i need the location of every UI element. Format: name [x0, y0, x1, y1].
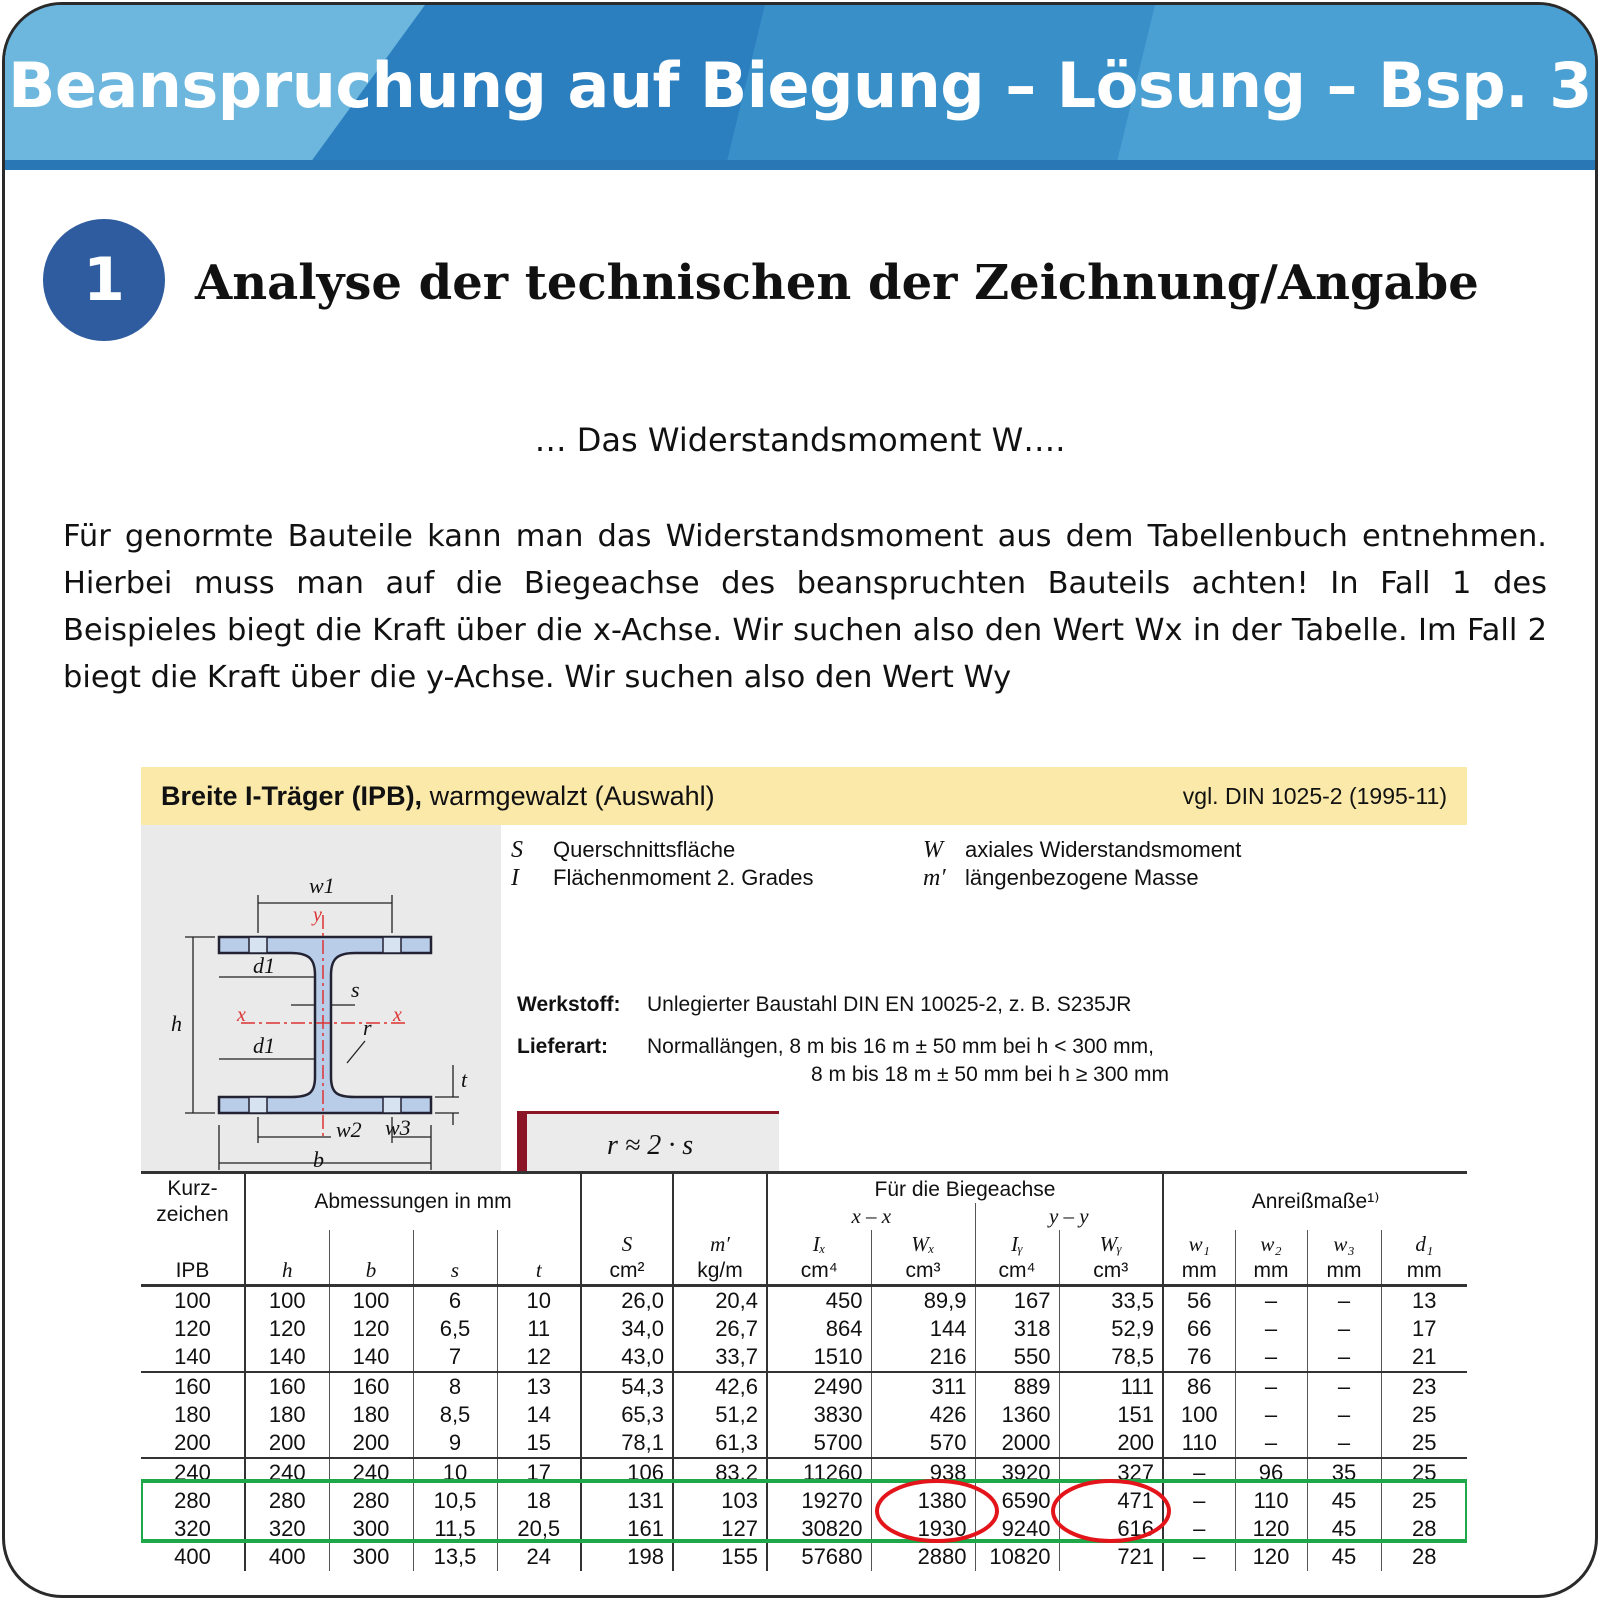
table-cell: 65,3 [581, 1401, 673, 1429]
table-cell: 25 [1381, 1429, 1467, 1458]
header-abmessungen: Abmessungen in mm [245, 1173, 581, 1230]
table-cell: 20,4 [673, 1286, 767, 1316]
table-cell: 160 [329, 1372, 413, 1401]
svg-text:y: y [313, 904, 322, 926]
table-cell: 318 [975, 1315, 1059, 1343]
table-cell: – [1235, 1429, 1307, 1458]
header-biegeachse: Für die Biegeachse [767, 1173, 1163, 1203]
table-cell: 25 [1381, 1487, 1467, 1515]
table-cell: 13 [497, 1372, 581, 1401]
table-cell: 61,3 [673, 1429, 767, 1458]
table-cell: 17 [1381, 1315, 1467, 1343]
table-cell: – [1163, 1487, 1235, 1515]
svg-text:w3: w3 [385, 1115, 411, 1140]
table-cell: 570 [871, 1429, 975, 1458]
header-col: s [413, 1230, 497, 1286]
table-cell: 100 [1163, 1401, 1235, 1429]
table-cell: 216 [871, 1343, 975, 1372]
table-cell: 78,1 [581, 1429, 673, 1458]
table-cell: 110 [1235, 1487, 1307, 1515]
table-cell: – [1163, 1515, 1235, 1543]
circle-wx-value [877, 1481, 997, 1541]
table-cell: 200 [245, 1429, 329, 1458]
highlight-overlay [141, 767, 1467, 1577]
table-cell: 167 [975, 1286, 1059, 1316]
svg-text:d1: d1 [253, 953, 275, 978]
header-col: w₃ mm [1307, 1230, 1381, 1286]
table-cell: 889 [975, 1372, 1059, 1401]
table-cell: 24 [497, 1543, 581, 1571]
table-cell: 2880 [871, 1543, 975, 1571]
header-col: m′ kg/m [673, 1230, 767, 1286]
table-cell: 8 [413, 1372, 497, 1401]
table-norm: vgl. DIN 1025-2 (1995-11) [1182, 783, 1447, 809]
table-cell: 8,5 [413, 1401, 497, 1429]
header-col: S cm² [581, 1230, 673, 1286]
table-cell: 155 [673, 1543, 767, 1571]
table-cell: 280 [329, 1487, 413, 1515]
table-cell: 280 [245, 1487, 329, 1515]
svg-text:s: s [351, 977, 360, 1002]
highlight-row-box [141, 1481, 1467, 1541]
table-cell: – [1235, 1401, 1307, 1429]
table-cell: 78,5 [1059, 1343, 1163, 1372]
table-cell: 327 [1059, 1458, 1163, 1487]
header-axis-yy: y – y [975, 1203, 1163, 1230]
table-cell: 120 [174, 1316, 211, 1341]
table-cell: 14 [497, 1401, 581, 1429]
header-col: Wₓ cm³ [871, 1230, 975, 1286]
table-cell: 938 [871, 1458, 975, 1487]
header-anreissmasse: Anreißmaße¹⁾ [1163, 1173, 1467, 1230]
table-cell: 25 [1381, 1401, 1467, 1429]
radius-formula: r ≈ 2 · s [607, 1130, 694, 1161]
table-cell: 20,5 [497, 1515, 581, 1543]
table-cell: 57680 [767, 1543, 871, 1571]
header-kurzzeichen: Kurz- zeichen [141, 1173, 245, 1230]
table-cell: 23 [1381, 1372, 1467, 1401]
table-cell: 12 [497, 1343, 581, 1372]
lieferart-line-1: Normallängen, 8 m bis 16 m ± 50 mm bei h < 300 mm, [647, 1035, 1154, 1058]
svg-text:b: b [313, 1147, 324, 1171]
table-cell: 151 [1059, 1401, 1163, 1429]
table-cell: 550 [975, 1343, 1059, 1372]
table-cell: – [1163, 1543, 1235, 1571]
table-cell: – [1307, 1429, 1381, 1458]
table-cell: 21 [1381, 1343, 1467, 1372]
table-cell: 76 [1163, 1343, 1235, 1372]
table-cell: 140 [329, 1343, 413, 1372]
lieferart-line-2: 8 m bis 18 m ± 50 mm bei h ≥ 300 mm [811, 1063, 1170, 1086]
table-cell: 180 [174, 1402, 211, 1427]
table-cell: 110 [1163, 1429, 1235, 1458]
header-col: w₂ mm [1235, 1230, 1307, 1286]
table-cell: 10820 [975, 1543, 1059, 1571]
header-axis-xx: x – x [767, 1203, 975, 1230]
table-cell: 240 [141, 1458, 245, 1487]
title-banner [5, 5, 1595, 170]
table-cell: 15 [497, 1429, 581, 1458]
table-cell: 30820 [767, 1515, 871, 1543]
table-cell: – [1235, 1372, 1307, 1401]
table-cell: 161 [581, 1515, 673, 1543]
ipb-table-image [141, 767, 1467, 1577]
table-cell: 180 [245, 1401, 329, 1429]
table-cell: 103 [673, 1487, 767, 1515]
step-number-badge: 1 [43, 219, 165, 341]
table-cell: 400 [245, 1543, 329, 1571]
table-cell: 28 [1381, 1543, 1467, 1571]
table-cell: 180 [329, 1401, 413, 1429]
table-cell: 2490 [767, 1372, 871, 1401]
lieferart-label: Lieferart: [517, 1035, 609, 1058]
table-cell: 120 [1235, 1543, 1307, 1571]
table-cell: 120 [245, 1315, 329, 1343]
table-cell: 11,5 [413, 1515, 497, 1543]
table-cell: 7 [413, 1343, 497, 1372]
table-cell: 25 [1381, 1458, 1467, 1487]
table-cell: 42,6 [673, 1372, 767, 1401]
table-cell: 106 [581, 1458, 673, 1487]
legend-item: m′ längenbezogene Masse [923, 865, 1199, 891]
table-cell: 13 [1381, 1286, 1467, 1316]
table-cell: 450 [767, 1286, 871, 1316]
table-cell: 6,5 [413, 1315, 497, 1343]
table-cell: 18 [497, 1487, 581, 1515]
table-cell: 140 [174, 1344, 211, 1369]
table-cell: – [1235, 1315, 1307, 1343]
table-cell: 86 [1163, 1372, 1235, 1401]
table-cell: 66 [1163, 1315, 1235, 1343]
table-cell: 9240 [975, 1515, 1059, 1543]
table-cell: 100 [245, 1286, 329, 1316]
svg-text:r: r [363, 1015, 372, 1040]
table-cell: 111 [1059, 1372, 1163, 1401]
table-cell: 2000 [975, 1429, 1059, 1458]
table-cell: 1380 [871, 1487, 975, 1515]
legend-item: I Flächenmoment 2. Grades [511, 865, 814, 891]
table-cell: 240 [245, 1458, 329, 1487]
table-cell: 34,0 [581, 1315, 673, 1343]
table-cell: 96 [1235, 1458, 1307, 1487]
table-cell: – [1235, 1343, 1307, 1372]
table-cell: 200 [174, 1430, 211, 1455]
table-cell: 56 [1163, 1286, 1235, 1316]
table-cell: 11 [497, 1315, 581, 1343]
svg-text:w2: w2 [336, 1117, 362, 1142]
svg-text:w1: w1 [309, 873, 335, 898]
svg-text:x: x [237, 1004, 246, 1026]
table-cell: 144 [871, 1315, 975, 1343]
header-col: Iₓ cm⁴ [767, 1230, 871, 1286]
table-cell: 280 [174, 1488, 211, 1513]
header-col: h [245, 1230, 329, 1286]
header-ipb: IPB [175, 1259, 210, 1282]
legend-item: W axiales Widerstandsmoment [923, 837, 1242, 863]
intro-line: … Das Widerstandsmoment W…. [534, 421, 1066, 459]
table-cell: 300 [329, 1515, 413, 1543]
table-cell: 200 [329, 1429, 413, 1458]
table-cell: 11260 [767, 1458, 871, 1487]
table-cell: 10 [497, 1286, 581, 1316]
table-cell: 10 [413, 1458, 497, 1487]
table-cell: 100 [329, 1286, 413, 1316]
table-cell: 864 [767, 1315, 871, 1343]
table-cell: 140 [245, 1343, 329, 1372]
table-cell: 200 [1059, 1429, 1163, 1458]
table-cell: – [1163, 1458, 1235, 1487]
table-cell: 89,9 [871, 1286, 975, 1316]
table-cell: 13,5 [413, 1543, 497, 1571]
table-cell: 10,5 [413, 1487, 497, 1515]
table-cell: 1360 [975, 1401, 1059, 1429]
legend-item: S Querschnittsfläche [511, 837, 736, 863]
table-cell: 120 [1235, 1515, 1307, 1543]
slide [2, 2, 1598, 1598]
table-title: Breite I-Träger (IPB), warmgewalzt (Auswahl) [161, 781, 715, 811]
table-cell: – [1307, 1343, 1381, 1372]
header-col: b [329, 1230, 413, 1286]
table-cell: 3830 [767, 1401, 871, 1429]
table-cell: 52,9 [1059, 1315, 1163, 1343]
svg-text:x: x [393, 1004, 402, 1026]
table-cell: 320 [245, 1515, 329, 1543]
table-cell: 320 [174, 1516, 211, 1541]
table-cell: 240 [329, 1458, 413, 1487]
table-cell: 127 [673, 1515, 767, 1543]
table-cell: 26,0 [581, 1286, 673, 1316]
table-cell: 33,7 [673, 1343, 767, 1372]
table-cell: 43,0 [581, 1343, 673, 1372]
table-cell: – [1235, 1286, 1307, 1316]
table-cell: 100 [174, 1288, 211, 1313]
table-cell: 160 [141, 1372, 245, 1401]
table-cell: 45 [1307, 1487, 1381, 1515]
table-cell: 1510 [767, 1343, 871, 1372]
table-cell: 19270 [767, 1487, 871, 1515]
table-cell: – [1307, 1401, 1381, 1429]
table-cell: 28 [1381, 1515, 1467, 1543]
explanation-paragraph: Für genormte Bauteile kann man das Widerstandsmoment aus dem Tabellenbuch entnehmen. Hierbei muss man auf die Biegeachse des beanspruchten Bauteils achten! In Fall 1 des Beispieles biegt die Kraft über die x-Achse. Wir suchen also den Wert Wx in der Tabelle. Im Fall 2 biegt die Kraft über die y-Achse. Wir suchen also den Wert Wy [63, 519, 1547, 695]
svg-text:t: t [461, 1067, 468, 1092]
table-cell: 160 [245, 1372, 329, 1401]
table-cell: 426 [871, 1401, 975, 1429]
table-cell: 17 [497, 1458, 581, 1487]
table-cell: 616 [1059, 1515, 1163, 1543]
header-col: Iᵧ cm⁴ [975, 1230, 1059, 1286]
header-col: Wᵧ cm³ [1059, 1230, 1163, 1286]
table-cell: 26,7 [673, 1315, 767, 1343]
svg-text:h: h [171, 1011, 182, 1036]
table-cell: 83,2 [673, 1458, 767, 1487]
circle-wy-value [1053, 1481, 1169, 1541]
table-cell: – [1307, 1372, 1381, 1401]
werkstoff-label: Werkstoff: [517, 993, 621, 1016]
table-cell: 9 [413, 1429, 497, 1458]
table-cell: – [1307, 1315, 1381, 1343]
table-cell: 54,3 [581, 1372, 673, 1401]
table-cell: 6 [413, 1286, 497, 1316]
header-col: t [497, 1230, 581, 1286]
table-cell: 471 [1059, 1487, 1163, 1515]
table-cell: 51,2 [673, 1401, 767, 1429]
table-cell: 3920 [975, 1458, 1059, 1487]
table-cell: 311 [871, 1372, 975, 1401]
header-col: w₁ mm [1163, 1230, 1235, 1286]
table-cell: 300 [329, 1543, 413, 1571]
table-cell: 6590 [975, 1487, 1059, 1515]
werkstoff-value: Unlegierter Baustahl DIN EN 10025-2, z. B. S235JR [647, 993, 1132, 1016]
step-heading: Analyse der technischen der Zeichnung/Angabe [195, 255, 1479, 311]
svg-text:d1: d1 [253, 1033, 275, 1058]
table-cell: 33,5 [1059, 1286, 1163, 1316]
header-col: d₁ mm [1381, 1230, 1467, 1286]
table-cell: 45 [1307, 1515, 1381, 1543]
table-cell: 400 [174, 1544, 211, 1569]
table-cell: 1930 [871, 1515, 975, 1543]
table-cell: 198 [581, 1543, 673, 1571]
table-cell: – [1307, 1286, 1381, 1316]
table-cell: 721 [1059, 1543, 1163, 1571]
table-cell: 35 [1307, 1458, 1381, 1487]
table-cell: 5700 [767, 1429, 871, 1458]
slide-title: Beanspruchung auf Biegung – Lösung – Bsp. 3 [8, 49, 1592, 122]
table-cell: 120 [329, 1315, 413, 1343]
table-cell: 131 [581, 1487, 673, 1515]
table-cell: 45 [1307, 1543, 1381, 1571]
